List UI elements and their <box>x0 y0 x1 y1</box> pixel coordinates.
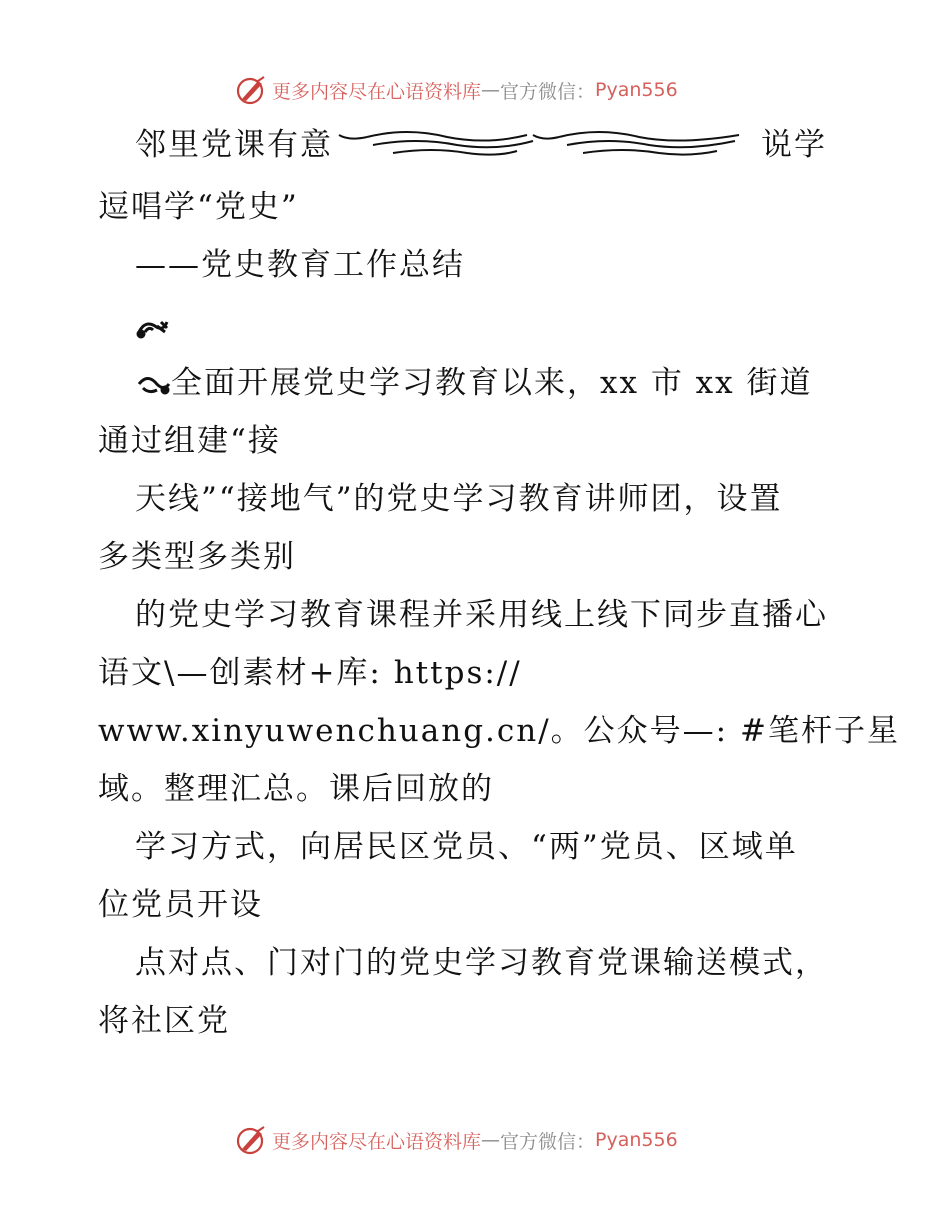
watermark-dash: — <box>481 1129 501 1151</box>
paragraph-line: 通过组建“接 <box>98 423 281 459</box>
paragraph-line: 学习方式，向居民区党员、“两”党员、区域单 <box>135 829 798 865</box>
watermark-label: 官方微信： <box>500 1130 596 1153</box>
watermark-id: Pyan556 <box>595 1129 678 1151</box>
watermark-id: Pyan556 <box>595 79 678 101</box>
ornament-line <box>135 305 171 345</box>
watermark-brand: 更多内容尽在心语资料库 <box>272 1130 482 1153</box>
subtitle: ——党史教育工作总结 <box>135 247 465 283</box>
header-watermark <box>234 73 678 107</box>
paragraph-line: 域。整理汇总。课后回放的 <box>98 771 494 807</box>
wave-swirl-icon <box>337 127 757 167</box>
paragraph-line: 点对点、门对门的党史学习教育党课输送模式， <box>135 945 828 981</box>
footer-watermark <box>234 1123 678 1157</box>
paragraph-line: 位党员开设 <box>98 887 263 923</box>
title-line-2: 逗唱学“党史” <box>98 189 299 225</box>
fleuron-icon <box>135 312 171 342</box>
paragraph-line: 天线”“接地气”的党史学习教育讲师团，设置 <box>135 481 783 517</box>
title-line-1 <box>135 125 827 167</box>
watermark-label: 官方微信： <box>500 80 596 103</box>
paragraph-line <box>135 363 813 403</box>
paragraph-line: 将社区党 <box>98 1003 230 1039</box>
title-lead: 邻里党课有意 <box>135 127 333 163</box>
pen-circle-logo-icon <box>234 1123 268 1157</box>
paragraph-line: 多类型多类别 <box>98 539 296 575</box>
title-tail: 说学 <box>761 127 827 163</box>
paragraph-line: 的党史学习教育课程并采用线上线下同步直播心 <box>135 597 828 633</box>
watermark-brand: 更多内容尽在心语资料库 <box>272 80 482 103</box>
watermark-dash: — <box>481 79 501 101</box>
paragraph-text: 全面开展党史学习教育以来，xx 市 xx 街道 <box>171 365 813 401</box>
fleuron-icon <box>135 370 171 400</box>
paragraph-line: www.xinyuwenchuang.cn/。公众号—: #笔杆子星 <box>98 713 900 749</box>
paragraph-line: 语文\—创素材+库: https:// <box>98 655 522 691</box>
pen-circle-logo-icon <box>234 73 268 107</box>
